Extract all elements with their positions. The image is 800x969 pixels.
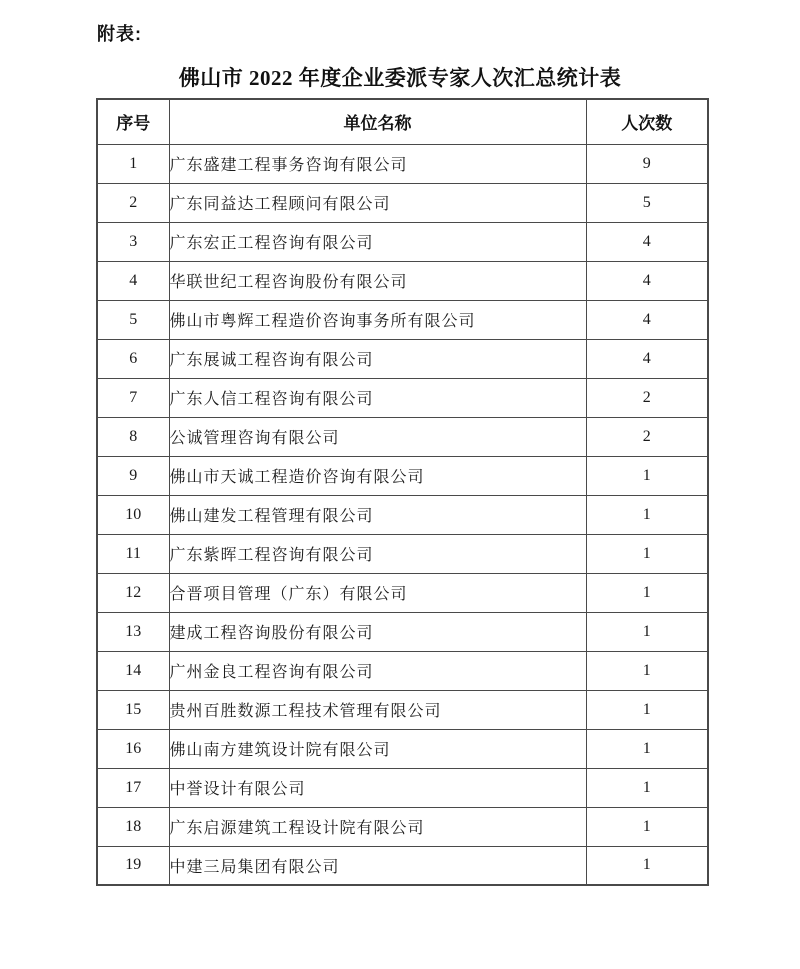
table-row: [97, 495, 708, 534]
cell-name: 广东盛建工程事务咨询有限公司: [169, 144, 586, 183]
cell-no: 5: [97, 300, 169, 339]
cell-no: 10: [97, 495, 169, 534]
cell-count: 1: [586, 612, 708, 651]
cell-no: 15: [97, 690, 169, 729]
cell-no: 7: [97, 378, 169, 417]
cell-no: 4: [97, 261, 169, 300]
table-row: [97, 534, 708, 573]
cell-count: 1: [586, 807, 708, 846]
cell-count: 1: [586, 690, 708, 729]
header-person-times: 人次数: [586, 99, 708, 144]
cell-no: 1: [97, 144, 169, 183]
cell-name: 广东宏正工程咨询有限公司: [169, 222, 586, 261]
table-row: [97, 846, 708, 885]
cell-name: 广东展诚工程咨询有限公司: [169, 339, 586, 378]
table-row: [97, 261, 708, 300]
cell-no: 13: [97, 612, 169, 651]
page-title: 佛山市 2022 年度企业委派专家人次汇总统计表: [178, 66, 622, 90]
header-row: [97, 99, 708, 144]
cell-name: 广东同益达工程顾问有限公司: [169, 183, 586, 222]
table-row: [97, 300, 708, 339]
cell-name: 广东人信工程咨询有限公司: [169, 378, 586, 417]
cell-count: 1: [586, 534, 708, 573]
cell-count: 1: [586, 729, 708, 768]
cell-count: 1: [586, 768, 708, 807]
header-unit-name: 单位名称: [169, 99, 586, 144]
cell-count: 4: [586, 300, 708, 339]
table-row: [97, 807, 708, 846]
cell-name: 建成工程咨询股份有限公司: [169, 612, 586, 651]
cell-no: 8: [97, 417, 169, 456]
cell-no: 14: [97, 651, 169, 690]
table-header: [97, 99, 708, 144]
appendix-label: 附表:: [97, 24, 142, 44]
cell-no: 12: [97, 573, 169, 612]
cell-no: 17: [97, 768, 169, 807]
cell-no: 3: [97, 222, 169, 261]
table-row: [97, 651, 708, 690]
table-row: [97, 690, 708, 729]
table-row: [97, 573, 708, 612]
table-row: [97, 612, 708, 651]
table-row: [97, 768, 708, 807]
cell-count: 5: [586, 183, 708, 222]
cell-count: 1: [586, 495, 708, 534]
cell-count: 2: [586, 378, 708, 417]
cell-name: 广州金良工程咨询有限公司: [169, 651, 586, 690]
cell-no: 2: [97, 183, 169, 222]
cell-no: 18: [97, 807, 169, 846]
cell-name: 合晋项目管理（广东）有限公司: [169, 573, 586, 612]
cell-count: 2: [586, 417, 708, 456]
cell-no: 19: [97, 846, 169, 885]
summary-table: [96, 98, 709, 886]
cell-name: 佛山市天诚工程造价咨询有限公司: [169, 456, 586, 495]
table-row: [97, 378, 708, 417]
cell-name: 佛山建发工程管理有限公司: [169, 495, 586, 534]
cell-name: 公诚管理咨询有限公司: [169, 417, 586, 456]
table-row: [97, 222, 708, 261]
cell-name: 广东紫晖工程咨询有限公司: [169, 534, 586, 573]
cell-count: 4: [586, 222, 708, 261]
cell-no: 9: [97, 456, 169, 495]
cell-count: 1: [586, 651, 708, 690]
cell-name: 广东启源建筑工程设计院有限公司: [169, 807, 586, 846]
cell-name: 佛山市粤辉工程造价咨询事务所有限公司: [169, 300, 586, 339]
table-row: [97, 339, 708, 378]
cell-count: 4: [586, 339, 708, 378]
table-row: [97, 183, 708, 222]
cell-count: 1: [586, 573, 708, 612]
cell-count: 4: [586, 261, 708, 300]
cell-name: 中建三局集团有限公司: [169, 846, 586, 885]
cell-count: 9: [586, 144, 708, 183]
table-row: [97, 417, 708, 456]
cell-no: 16: [97, 729, 169, 768]
cell-no: 11: [97, 534, 169, 573]
table-row: [97, 456, 708, 495]
cell-count: 1: [586, 846, 708, 885]
cell-name: 中誉设计有限公司: [169, 768, 586, 807]
cell-name: 佛山南方建筑设计院有限公司: [169, 729, 586, 768]
cell-name: 华联世纪工程咨询股份有限公司: [169, 261, 586, 300]
table-body: [97, 144, 708, 885]
cell-no: 6: [97, 339, 169, 378]
cell-count: 1: [586, 456, 708, 495]
header-serial-number: 序号: [97, 99, 169, 144]
table-row: [97, 144, 708, 183]
cell-name: 贵州百胜数源工程技术管理有限公司: [169, 690, 586, 729]
table-row: [97, 729, 708, 768]
